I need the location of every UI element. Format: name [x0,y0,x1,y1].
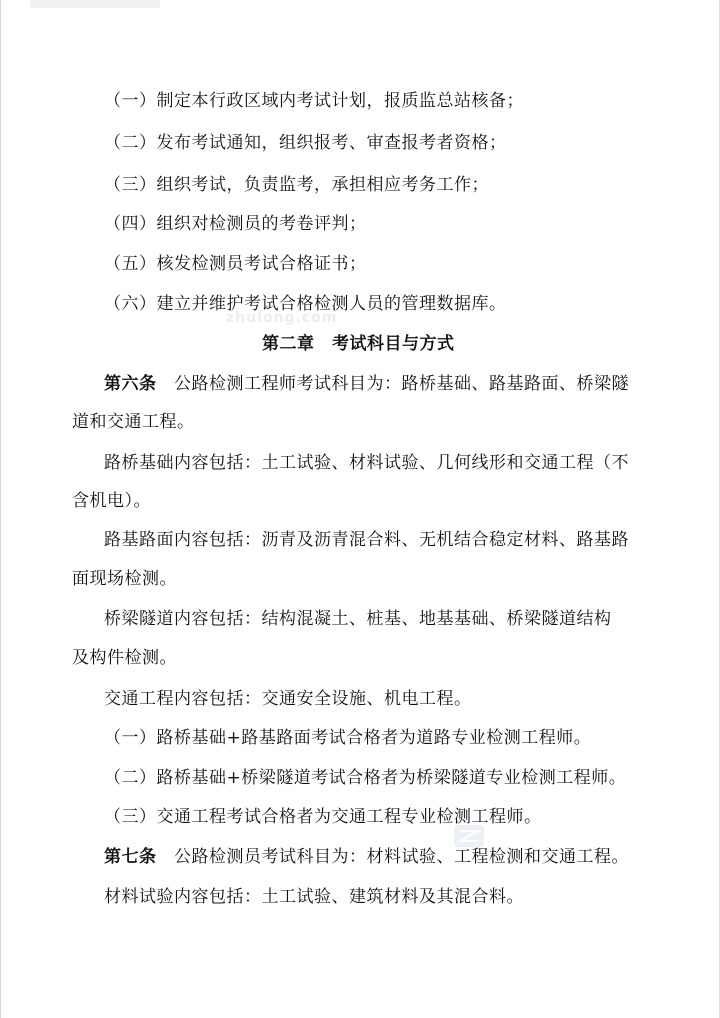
qualification-item-1: （一）路桥基础+路基路面考试合格者为道路专业检测工程师。 [104,728,592,748]
para-bridge-tunnel-line-2: 及构件检测。 [72,648,177,668]
watermark-logo-strip [30,0,160,8]
para-materials: 材料试验内容包括：土工试验、建筑材料及其混合料。 [104,887,524,907]
duty-item-4: （四）组织对检测员的考卷评判； [104,214,367,234]
para-bridge-tunnel-line-1: 桥梁隧道内容包括：结构混凝土、桩基、地基基础、桥梁隧道结构 [104,609,612,629]
para-traffic: 交通工程内容包括：交通安全设施、机电工程。 [104,689,472,709]
article-7-text: 公路检测员考试科目为：材料试验、工程检测和交通工程。 [156,847,629,867]
duty-item-6: （六）建立并维护考试合格检测人员的管理数据库。 [104,294,507,314]
duty-item-2: （二）发布考试通知，组织报考、审查报考者资格； [104,133,507,153]
para-road-bridge-line-1: 路桥基础内容包括：土工试验、材料试验、几何线形和交通工程（不 [104,453,629,473]
article-6-line-1 [104,373,629,395]
duty-item-1: （一）制定本行政区域内考试计划，报质监总站核备； [104,91,524,111]
para-subgrade-line-1: 路基路面内容包括：沥青及沥青混合料、无机结合稳定材料、路基路 [104,530,629,550]
duty-item-3: （三）组织考试，负责监考，承担相应考务工作； [104,175,489,195]
article-6-label: 第六条 [104,374,157,394]
para-subgrade-line-2: 面现场检测。 [72,569,177,589]
chapter-title: 第二章 考试科目与方式 [262,334,455,354]
article-6-text: 公路检测工程师考试科目为：路桥基础、路基路面、桥梁隧 [156,374,629,394]
article-6-line-2: 道和交通工程。 [72,412,195,432]
page-left-border [0,0,1,1018]
article-7-label: 第七条 [104,847,157,867]
qualification-item-3: （三）交通工程考试合格者为交通工程专业检测工程师。 [104,807,542,827]
para-road-bridge-line-2: 含机电）。 [72,491,151,511]
watermark-text: zhulong.com [226,310,338,326]
duty-item-5: （五）核发检测员考试合格证书； [104,254,367,274]
qualification-item-2: （二）路桥基础+桥梁隧道考试合格者为桥梁隧道专业检测工程师。 [104,768,627,788]
article-7-line [104,846,629,868]
